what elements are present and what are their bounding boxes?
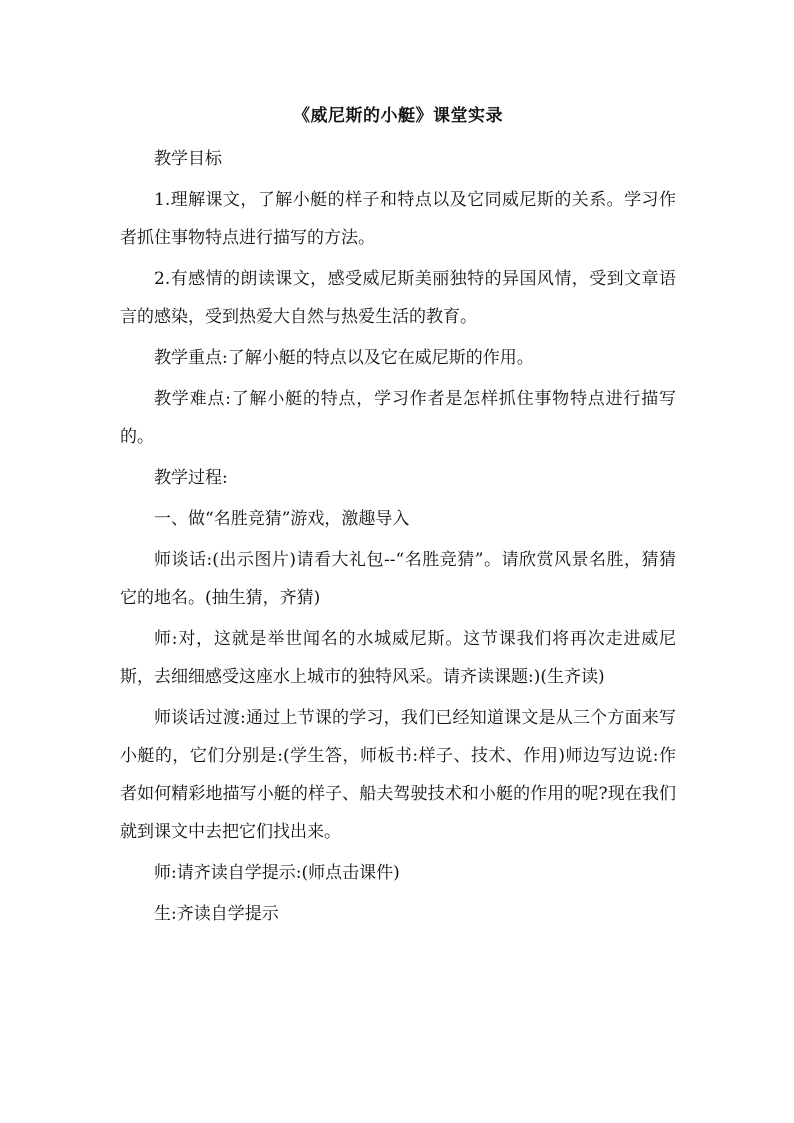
paragraph-student-reading: 生:齐读自学提示 — [154, 904, 279, 924]
paragraph-difficult-point: 教学难点:了解小艇的特点，学习作者是怎样抓住事物特点进行描写的。 — [120, 389, 676, 447]
paragraph-teaching-goals-heading: 教学目标 — [154, 149, 222, 169]
document-page — [120, 100, 676, 936]
paragraph-goal-1: 1.理解课文，了解小艇的样子和特点以及它同威尼斯的关系。学习作者抓住事物特点进行描写的方法。 — [120, 190, 676, 248]
paragraph-step-1-heading: 一、做“名胜竞猜”游戏，激趣导入 — [154, 509, 410, 529]
paragraph-teacher-talk-2: 师:对，这就是举世闻名的水城威尼斯。这节课我们将再次走进威尼斯，去细细感受这座水上城市的独特风采。请齐读课题:)(生齐读) — [120, 629, 676, 687]
paragraph-teacher-talk-1: 师谈话:(出示图片)请看大礼包--“名胜竞猜”。请欣赏风景名胜，猜猜它的地名。(抽生猜，齐猜) — [120, 550, 676, 608]
paragraph-key-point: 教学重点:了解小艇的特点以及它在威尼斯的作用。 — [154, 348, 534, 368]
document-title: 《威尼斯的小艇》课堂实录 — [293, 106, 503, 126]
paragraph-goal-2: 2.有感情的朗读课文，感受威尼斯美丽独特的异国风情，受到文章语言的感染，受到热爱大自然与热爱生活的教育。 — [120, 269, 676, 327]
paragraph-process-heading: 教学过程: — [154, 468, 228, 488]
paragraph-teacher-transition: 师谈话过渡:通过上节课的学习，我们已经知道课文是从三个方面来写小艇的，它们分别是:(学生答，师板书:样子、技术、作用)师边写边说:作者如何精彩地描写小艇的样子、船夫驾驶技术和小艇的作用的呢?现在我们就到课文中去把它们找出来。 — [120, 708, 676, 842]
paragraph-teacher-prompt: 师:请齐读自学提示:(师点击课件) — [154, 863, 400, 883]
